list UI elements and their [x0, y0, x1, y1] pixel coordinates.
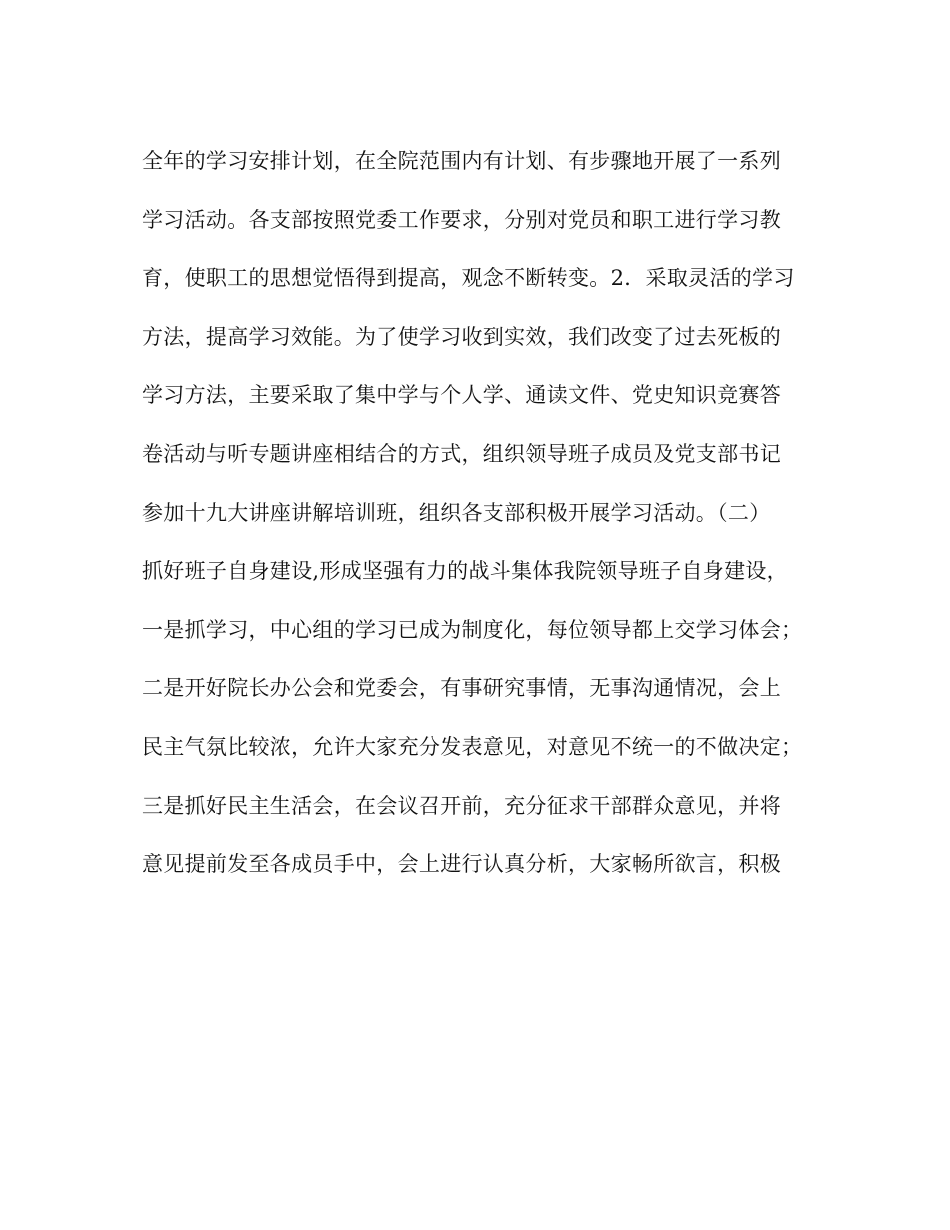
text-line: 三是抓好民主生活会，在会议召开前，充分征求干部群众意见，并将	[142, 793, 781, 818]
text-line: 全年的学习安排计划，在全院范围内有计划、有步骤地开展了一系列	[142, 149, 781, 173]
text-line: 二是开好院长办公会和党委会，有事研究事情，无事沟通情况，会上	[142, 676, 781, 701]
text-line: 学习活动。各支部按照党委工作要求，分别对党员和职工进行学习教	[142, 207, 781, 232]
text-line: 抓好班子自身建设,形成坚强有力的战斗集体我院领导班子自身建设，	[142, 559, 788, 584]
text-line: 育，使职工的思想觉悟得到提高，观念不断转变。2．采取灵活的学习	[142, 266, 795, 291]
text-line: 方法，提高学习效能。为了使学习收到实效，我们改变了过去死板的	[142, 324, 781, 349]
text-line: 民主气氛比较浓，允许大家充分发表意见，对意见不统一的不做决定；	[142, 734, 803, 759]
text-line: 参加十九大讲座讲解培训班，组织各支部积极开展学习活动。（二）	[142, 500, 771, 525]
text-line: 学习方法，主要采取了集中学与个人学、通读文件、党史知识竞赛答	[142, 383, 781, 408]
body-text	[142, 138, 822, 900]
text-line: 卷活动与听专题讲座相结合的方式，组织领导班子成员及党支部书记	[142, 441, 781, 466]
text-line: 一是抓学习，中心组的学习已成为制度化，每位领导都上交学习体会；	[142, 617, 803, 642]
text-line: 意见提前发至各成员手中，会上进行认真分析，大家畅所欲言，积极	[142, 852, 781, 877]
